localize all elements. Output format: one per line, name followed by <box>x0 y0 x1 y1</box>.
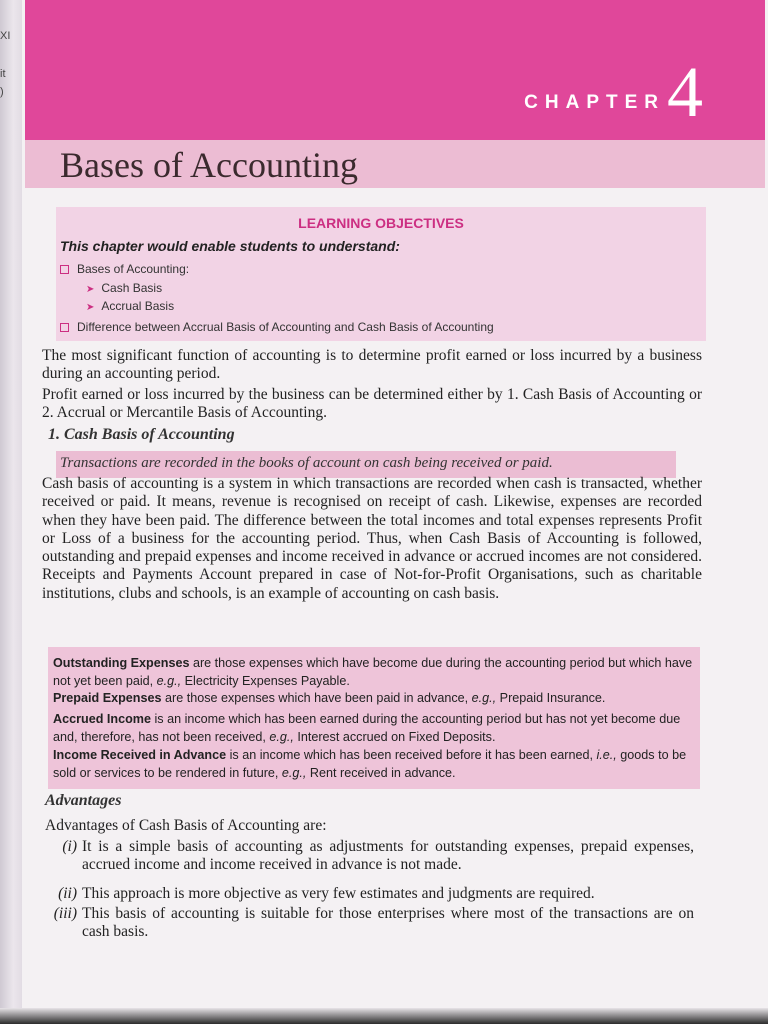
spine-text: XI <box>0 30 11 42</box>
objective-subitem: ➤ Cash Basis <box>86 281 163 295</box>
objective-item: Difference between Accrual Basis of Accounting and Cash Basis of Accounting <box>60 320 494 334</box>
arrow-bullet-icon: ➤ <box>86 302 95 313</box>
definition: Outstanding Expenses are those expenses which have become due during the accounting period but which have not yet been paid, e.g., Electricity Expenses Payable. <box>53 656 693 688</box>
advantages-heading: Advantages <box>45 792 122 809</box>
chapter-title: Bases of Accounting <box>60 145 358 185</box>
intro-paragraph: The most significant function of accounting is to determine profit earned or loss incurred by a business during an accounting period. <box>42 347 702 383</box>
objectives-heading: LEARNING OBJECTIVES <box>298 215 464 231</box>
objective-subitem: ➤ Accrual Basis <box>86 299 175 313</box>
square-bullet-icon <box>60 265 69 274</box>
advantage-item: (iii) This basis of accounting is suitable for those enterprises where most of the transactions are on cash basis. <box>53 905 694 940</box>
intro-paragraph: Profit earned or loss incurred by the business can be determined either by 1. Cash Basis of Accounting or 2. Accrual or Mercantile Basis of Accounting. <box>42 386 702 422</box>
spine-text: it <box>0 68 6 80</box>
spine-text: ) <box>0 86 4 98</box>
definition: Prepaid Expenses are those expenses which have been paid in advance, e.g., Prepaid Insurance. <box>53 691 606 705</box>
page-bottom-shadow <box>0 1008 768 1024</box>
arrow-bullet-icon: ➤ <box>86 284 95 295</box>
objectives-intro: This chapter would enable students to understand: <box>60 238 400 254</box>
objective-item: Bases of Accounting: <box>60 262 189 276</box>
chapter-label <box>524 52 703 132</box>
previous-page-edge <box>0 0 22 1024</box>
key-point-text: Transactions are recorded in the books of account on cash being received or paid. <box>60 455 553 471</box>
advantage-item: (i) It is a simple basis of accounting as adjustments for outstanding expenses, prepaid expenses, accrued income and income received in advance is not made. <box>62 838 694 873</box>
chapter-number: 4 <box>667 52 703 132</box>
chapter-word: CHAPTER <box>524 92 665 113</box>
body-paragraph: Cash basis of accounting is a system in which transactions are recorded when cash is transacted, whether received or paid. It means, revenue is recognised on receipt of cash. Likewise, expenses are recorded when they have been paid. The difference between the total incomes and total expenses represents Profit or Loss of a business for the accounting period. Thus, when Cash Basis of Accounting is followed, outstanding and prepaid expenses and income received in advance or accrued incomes are not considered. Receipts and Payments Account prepared in case of Not-for-Profit Organisations, such as charitable institutions, clubs and schools, is an example of accounting on cash basis. <box>42 475 702 602</box>
advantage-item: (ii) This approach is more objective as very few estimates and judgments are required. <box>58 885 595 902</box>
section-heading: 1. Cash Basis of Accounting <box>48 426 235 443</box>
definition: Accrued Income is an income which has been earned during the accounting period but has not yet become due and, therefore, has not been received, e.g., Interest accrued on Fixed Deposits. <box>53 712 681 744</box>
square-bullet-icon <box>60 323 69 332</box>
advantages-intro: Advantages of Cash Basis of Accounting are: <box>45 817 327 834</box>
definition: Income Received in Advance is an income which has been received before it has been earned, i.e., goods to be sold or services to be rendered in future, e.g., Rent received in advance. <box>53 748 687 780</box>
